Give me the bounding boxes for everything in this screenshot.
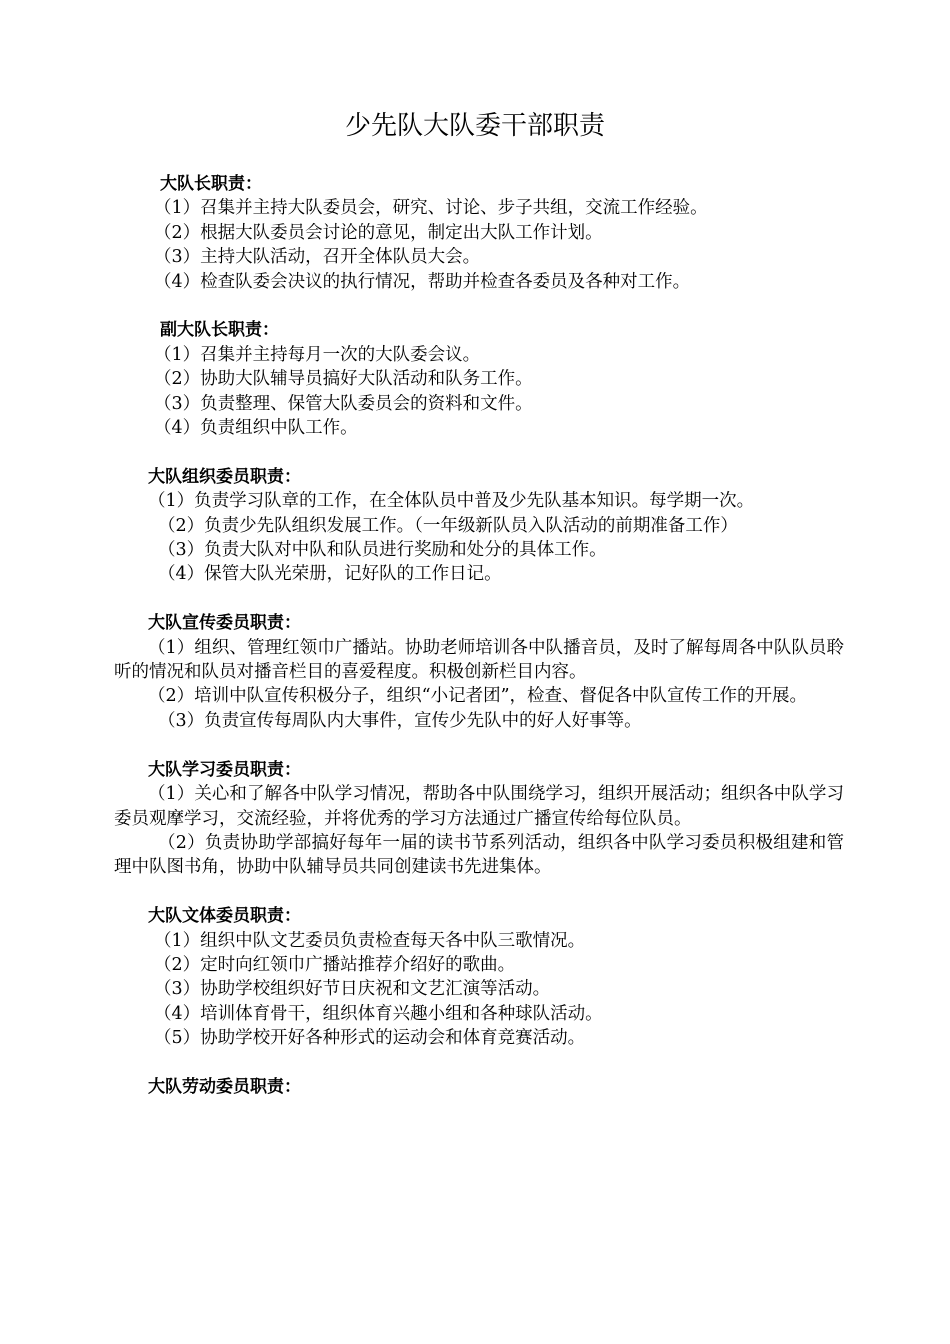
section-heading: 副大队长职责：: [160, 320, 279, 341]
list-item: （2）培训中队宣传积极分子，组织“小记者团”，检查、督促各中队宣传工作的开展。: [148, 686, 808, 707]
list-item: （3）主持大队活动，召开全体队员大会。: [154, 247, 481, 268]
section-heading: 大队宣传委员职责：: [148, 613, 301, 634]
list-item: （2）定时向红领巾广播站推荐介绍好的歌曲。: [154, 954, 516, 975]
section-arts-sports-committee: [114, 904, 844, 1050]
list-item: （5）协助学校开好各种形式的运动会和体育竞赛活动。: [154, 1028, 586, 1049]
list-item: （2）负责少先队组织发展工作。（一年级新队员入队活动的前期准备工作）: [158, 515, 738, 536]
section-labor-committee: [114, 1075, 844, 1099]
list-item: （2）根据大队委员会讨论的意见，制定出大队工作计划。: [154, 222, 603, 243]
list-item: （3）协助学校组织好节日庆祝和文艺汇演等活动。: [154, 979, 551, 1000]
list-item: （1）组织、管理红领巾广播站。协助老师培训各中队播音员，及时了解每周各中队队员聆听的情况和队员对播音栏目的喜爱程度。积极创新栏目内容。: [114, 637, 844, 683]
list-item: （2）协助大队辅导员搞好大队活动和队务工作。: [154, 369, 533, 390]
list-item: （4）检查队委会决议的执行情况，帮助并检查各委员及各种对工作。: [154, 271, 691, 292]
section-vice-captain: [114, 318, 844, 440]
list-item: （3）负责宣传每周队内大事件，宣传少先队中的好人好事等。: [158, 710, 642, 731]
section-heading: 大队文体委员职责：: [148, 906, 301, 927]
list-item: （1）负责学习队章的工作，在全体队员中普及少先队基本知识。每学期一次。: [148, 491, 755, 512]
list-item: （4）培训体育骨干，组织体育兴趣小组和各种球队活动。: [154, 1003, 603, 1024]
section-study-committee: [114, 758, 844, 880]
list-item: （2）负责协助学部搞好每年一届的读书节系列活动，组织各中队学习委员积极组建和管理中队图书角，协助中队辅导员共同创建读书先进集体。: [114, 832, 844, 878]
page-title: 少先队大队委干部职责: [344, 111, 605, 141]
list-item: （1）组织中队文艺委员负责检查每天各中队三歌情况。: [154, 930, 586, 951]
section-heading: 大队学习委员职责：: [148, 759, 301, 780]
section-heading: 大队劳动委员职责：: [148, 1076, 301, 1097]
list-item: （1）召集并主持每月一次的大队委会议。: [154, 344, 481, 365]
list-item: （4）负责组织中队工作。: [154, 418, 358, 439]
document-body: [114, 172, 844, 1124]
list-item: （4）保管大队光荣册，记好队的工作日记。: [158, 564, 502, 585]
list-item: （3）负责大队对中队和队员进行奖励和处分的具体工作。: [158, 540, 607, 561]
section-organization-committee: [114, 465, 844, 587]
list-item: （3）负责整理、保管大队委员会的资料和文件。: [154, 393, 533, 414]
list-item: （1）召集并主持大队委员会，研究、讨论、步子共组，交流工作经验。: [154, 198, 708, 219]
list-item: （1）关心和了解各中队学习情况，帮助各中队围绕学习，组织开展活动；组织各中队学习委员观摩学习，交流经验，并将优秀的学习方法通过广播宣传给每位队员。: [114, 784, 844, 829]
section-heading: 大队组织委员职责：: [148, 466, 301, 487]
section-heading: 大队长职责：: [160, 174, 262, 194]
section-publicity-committee: [114, 611, 844, 733]
section-captain: [114, 172, 844, 294]
